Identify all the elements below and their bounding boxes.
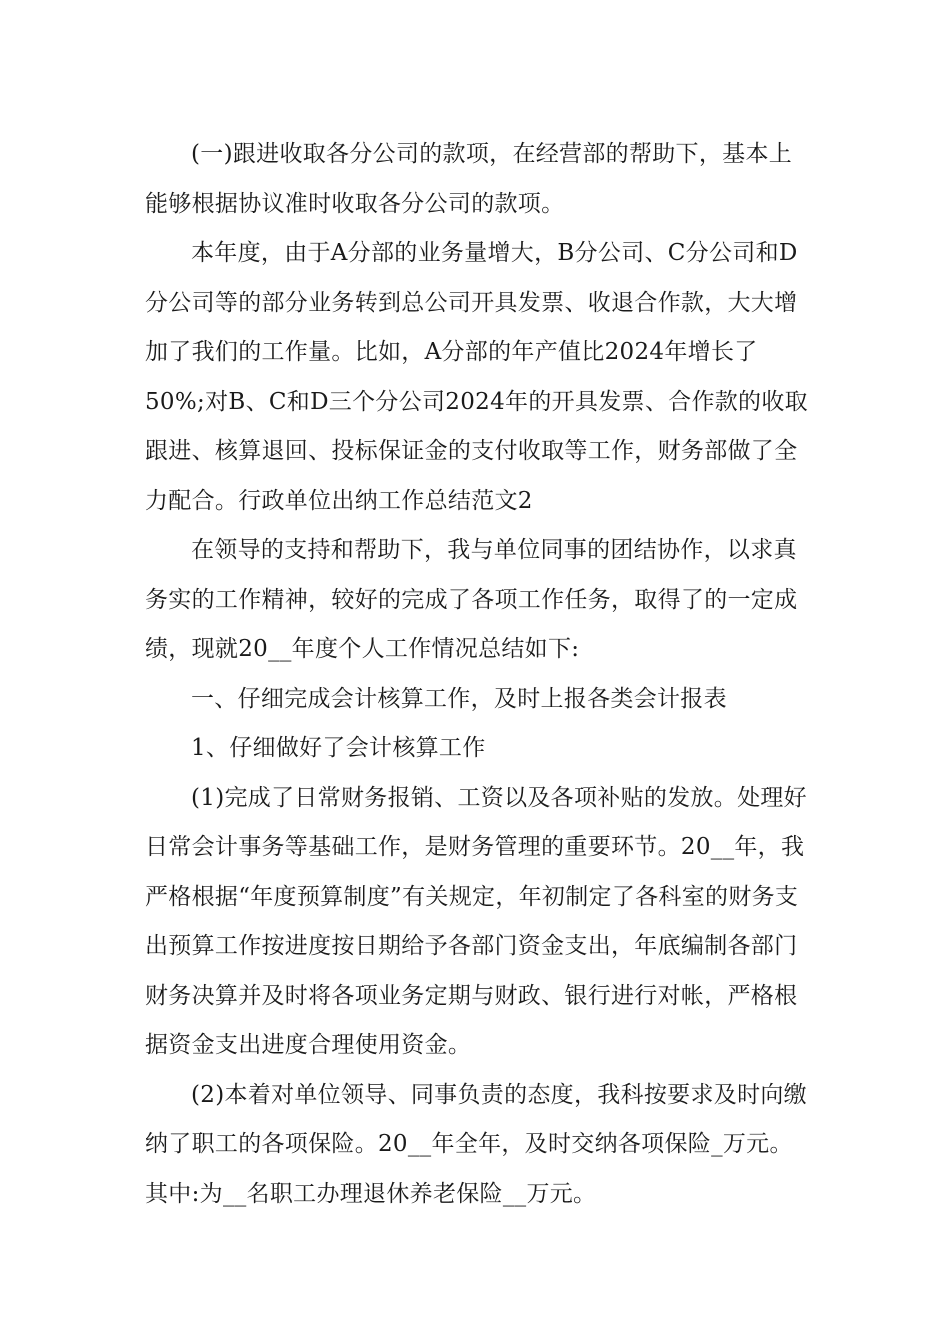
paragraph-introduction: 在领导的支持和帮助下，我与单位同事的团结协作，以求真务实的工作精神，较好的完成了各项工作任务，取得了的一定成绩，现就20__年度个人工作情况总结如下: (145, 537, 798, 662)
paragraph-insurance: (2)本着对单位领导、同事负责的态度，我科按要求及时向缴纳了职工的各项保险。20__年全年，及时交纳各项保险_万元。其中:为__名职工办理退休养老保险__万元。 (145, 1081, 807, 1207)
paragraph-daily-finance: (1)完成了日常财务报销、工资以及各项补贴的发放。处理好日常会计事务等基础工作，是财务管理的重要环节。20__年，我严格根据“年度预算制度”有关规定，年初制定了各科室的财务支出预算工作按进度按日期给予各部门资金支出，年底编制各部门财务决算并及时将各项业务定期与财政、银行进行对帐，严格根据资金支出进度合理使用资金。 (145, 784, 807, 1058)
document-body (145, 130, 810, 1219)
paragraph-collection-followup: (一)跟进收取各分公司的款项，在经营部的帮助下，基本上能够根据协议准时收取各分公司的款项。 (145, 141, 793, 217)
subsection-heading-accounting: 1、仔细做好了会计核算工作 (191, 735, 486, 761)
section-heading-accounting: 一、仔细完成会计核算工作，及时上报各类会计报表 (191, 685, 727, 712)
paragraph-annual-workload: 本年度，由于A分部的业务量增大，B分公司、C分公司和D分公司等的部分业务转到总公司开具发票、收退合作款，大大增加了我们的工作量。比如，A分部的年产值比2024年增长了50%;对B、C和D三个分公司2024年的开具发票、合作款的收取跟进、核算退回、投标保证金的支付收取等工作，财务部做了全力配合。行政单位出纳工作总结范文2 (145, 240, 808, 514)
